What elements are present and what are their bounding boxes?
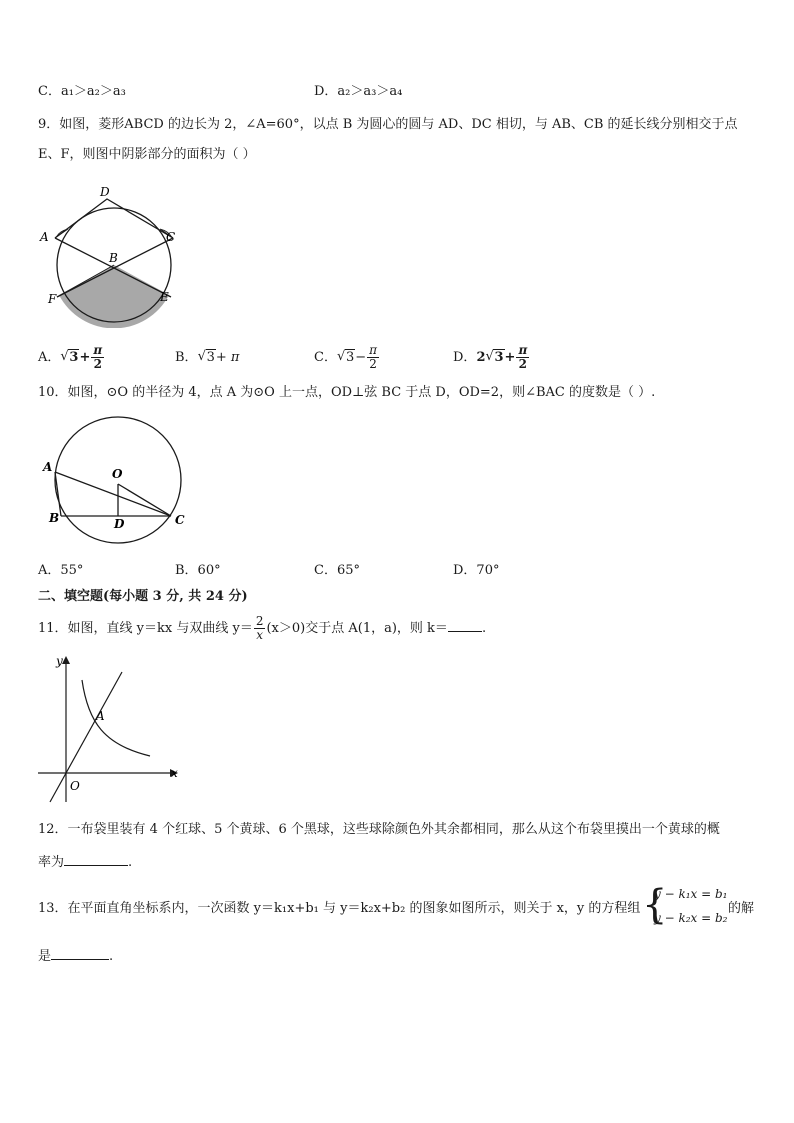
- q9-text-line1: 9．如图，菱形ABCD 的边长为 2，∠A=60°，以点 B 为圆心的圆与 AD、DC 相切，与 AB、CB 的延长线分别相交于点: [38, 117, 738, 132]
- q9-option-c: C．√ 3− $\frac{\pi}{2}$: [314, 344, 380, 372]
- q13-equation-system: [642, 882, 732, 931]
- q11-figure: [34, 652, 184, 807]
- label-d: D: [114, 517, 125, 531]
- q8-option-d: D．a₂＞a₃＞a₄: [314, 84, 403, 99]
- line-oc: [118, 484, 171, 516]
- q10-option-a: A．55°: [38, 563, 84, 578]
- label-o: O: [70, 779, 80, 793]
- label-x: x: [171, 766, 178, 780]
- label-o: O: [112, 467, 123, 481]
- label-f: F: [48, 292, 57, 306]
- q11-text: 11．如图，直线 y＝kx 与双曲线 y＝ $\frac{2}{x}$ (x＞0)交于点 A(1，a)，则 k＝ .: [38, 614, 487, 642]
- left-brace-icon: {: [642, 882, 668, 928]
- q10-option-d: D．70°: [453, 563, 500, 578]
- hyperbola: [82, 680, 150, 756]
- q9-option-a: A．√ 3+ $\frac{\pi}{2}$: [38, 344, 105, 372]
- q13-equation-2: y − k₂x = b₂: [654, 911, 728, 925]
- rhombus-adc: [55, 199, 173, 238]
- q10-option-c: C．65°: [314, 563, 360, 578]
- q9-option-d: D．2√ 3+ $\frac{\pi}{2}$: [453, 344, 530, 372]
- label-c: C: [166, 230, 176, 244]
- q12-text-line2: 率为 .: [38, 855, 133, 870]
- line-y-kx: [50, 672, 122, 802]
- q13-equation-1: y − k₁x = b₁: [654, 887, 728, 901]
- q10-text: 10．如图，⊙O 的半径为 4，点 A 为⊙O 上一点，OD⊥弦 BC 于点 D，OD=2，则∠BAC 的度数是（ ）.: [38, 385, 656, 400]
- q13-text: 13．在平面直角坐标系内，一次函数 y＝k₁x+b₁ 与 y＝k₂x+b₂ 的图象如图所示，则关于 x，y 的方程组: [38, 901, 641, 916]
- q9-text-line2: E、F，则图中阴影部分的面积为（ ）: [38, 147, 256, 162]
- q13-text-after: 的解: [728, 901, 755, 916]
- line-ab: [55, 472, 61, 516]
- shaded-sector: [59, 265, 169, 328]
- label-d: D: [100, 185, 110, 199]
- label-y: y: [56, 654, 63, 668]
- q13-text-line2: 是 .: [38, 949, 114, 964]
- label-b: B: [109, 251, 118, 265]
- label-e: E: [160, 290, 169, 304]
- section-heading: 二、填空题(每小题 3 分, 共 24 分): [38, 589, 248, 604]
- y-axis-arrow: [62, 656, 70, 664]
- q9-option-b: B．√ 3+ π: [175, 344, 239, 372]
- q8-option-c: C．a₁＞a₂＞a₃: [38, 84, 126, 99]
- label-c: C: [175, 513, 185, 527]
- q10-figure: [38, 414, 188, 554]
- label-a: A: [43, 460, 53, 474]
- q10-option-b: B．60°: [175, 563, 221, 578]
- label-b: B: [49, 511, 60, 525]
- label-a: A: [96, 709, 105, 723]
- label-a: A: [40, 230, 49, 244]
- q12-text-line1: 12．一布袋里装有 4 个红球、5 个黄球、6 个黑球，这些球除颜色外其余都相同，那么从这个布袋里摸出一个黄球的概: [38, 822, 720, 837]
- q9-figure: [38, 183, 178, 328]
